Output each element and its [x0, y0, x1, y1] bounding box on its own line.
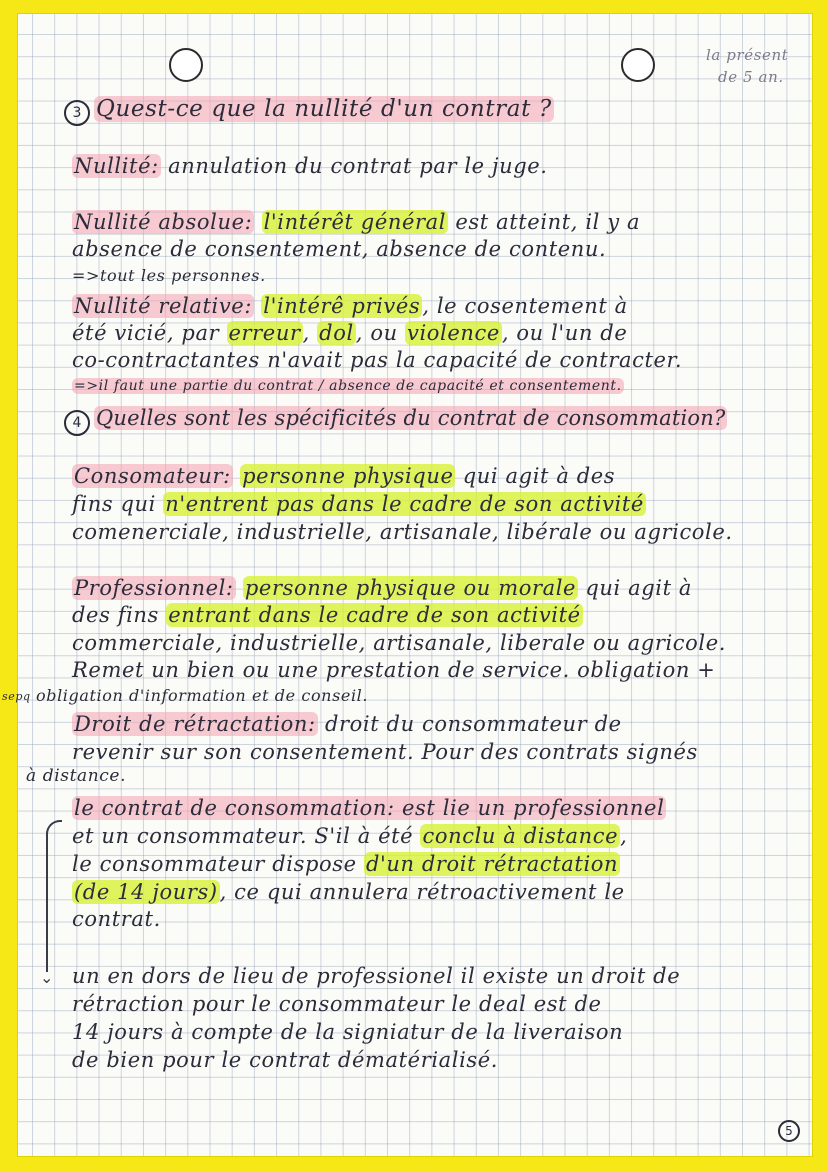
corner-note-line2: de 5 an.: [718, 68, 784, 86]
professionnel-margin-note: sepq: [2, 690, 31, 703]
hors-etablissement-line2: rétraction pour le consommateur le deal est de: [72, 992, 602, 1016]
contrat-conso-line5: contrat.: [72, 907, 161, 931]
hors-etablissement-line3: 14 jours à compte de la signiatur de la liveraison: [72, 1020, 624, 1044]
left-bracket: [46, 820, 62, 972]
punch-hole-right: [621, 48, 655, 82]
question-3-number: 3: [64, 100, 90, 126]
professionnel-line1: Professionnel: personne physique ou morale qui agit à: [74, 576, 693, 600]
nullite-relative-line4: =>il faut une partie du contrat / absence de capacité et consentement.: [74, 378, 622, 394]
contrat-conso-line3: le consommateur dispose d'un droit rétractation: [72, 852, 619, 876]
page-number: 5: [778, 1120, 800, 1142]
question-3-title: Quest-ce que la nullité d'un contrat ?: [96, 96, 552, 122]
hors-etablissement-line4: de bien pour le contrat dématérialisé.: [72, 1048, 499, 1072]
contrat-conso-line4: (de 14 jours), ce qui annulera rétroactivement le: [74, 880, 625, 904]
nullite-relative-line2: été vicié, par erreur, dol, ou violence, ou l'un de: [72, 321, 628, 345]
corner-note-line1: la présent: [706, 46, 789, 64]
professionnel-line2: des fins entrant dans le cadre de son activité: [72, 603, 581, 627]
nullite-absolue-line3: =>tout les personnes.: [72, 266, 266, 285]
nullite-absolue-line1: Nullité absolue: l'intérêt général est atteint, il y a: [74, 210, 641, 234]
hors-etablissement-line1: un en dors de lieu de professionel il existe un droit de: [72, 964, 681, 988]
droit-retractation-line1: Droit de rétractation: droit du consommateur de: [74, 712, 622, 736]
droit-retractation-line2: revenir sur son consentement. Pour des contrats signés: [72, 740, 698, 764]
notebook-page: [2, 14, 812, 1156]
professionnel-line3: commerciale, industrielle, artisanale, liberale ou agricole.: [72, 631, 727, 655]
professionnel-line5: obligation d'information et de conseil.: [36, 686, 369, 705]
consommateur-line3: comenerciale, industrielle, artisanale, libérale ou agricole.: [72, 520, 733, 544]
punch-hole-left: [169, 48, 203, 82]
consommateur-line1: Consomateur: personne physique qui agit à des: [74, 464, 616, 488]
contrat-conso-line1: le contrat de consommation: est lie un professionnel: [74, 796, 665, 820]
nullite-absolue-line2: absence de consentement, absence de contenu.: [72, 237, 607, 261]
down-arrow-icon: ⌄: [40, 968, 54, 987]
droit-retractation-line3: à distance.: [26, 766, 127, 786]
professionnel-line4: Remet un bien ou une prestation de service. obligation +: [72, 658, 716, 682]
nullite-relative-line1: Nullité relative: l'intérê privés, le cosentement à: [74, 294, 628, 318]
contrat-conso-line2: et un consommateur. S'il à été conclu à distance,: [72, 824, 628, 848]
question-4-title: Quelles sont les spécificités du contrat de consommation?: [96, 406, 726, 430]
question-4-number: 4: [64, 410, 90, 436]
nullite-relative-line3: co-contractantes n'avait pas la capacité de contracter.: [72, 348, 683, 372]
nullite-definition: Nullité: annulation du contrat par le juge.: [74, 154, 548, 178]
consommateur-line2: fins qui n'entrent pas dans le cadre de son activité: [72, 492, 644, 516]
